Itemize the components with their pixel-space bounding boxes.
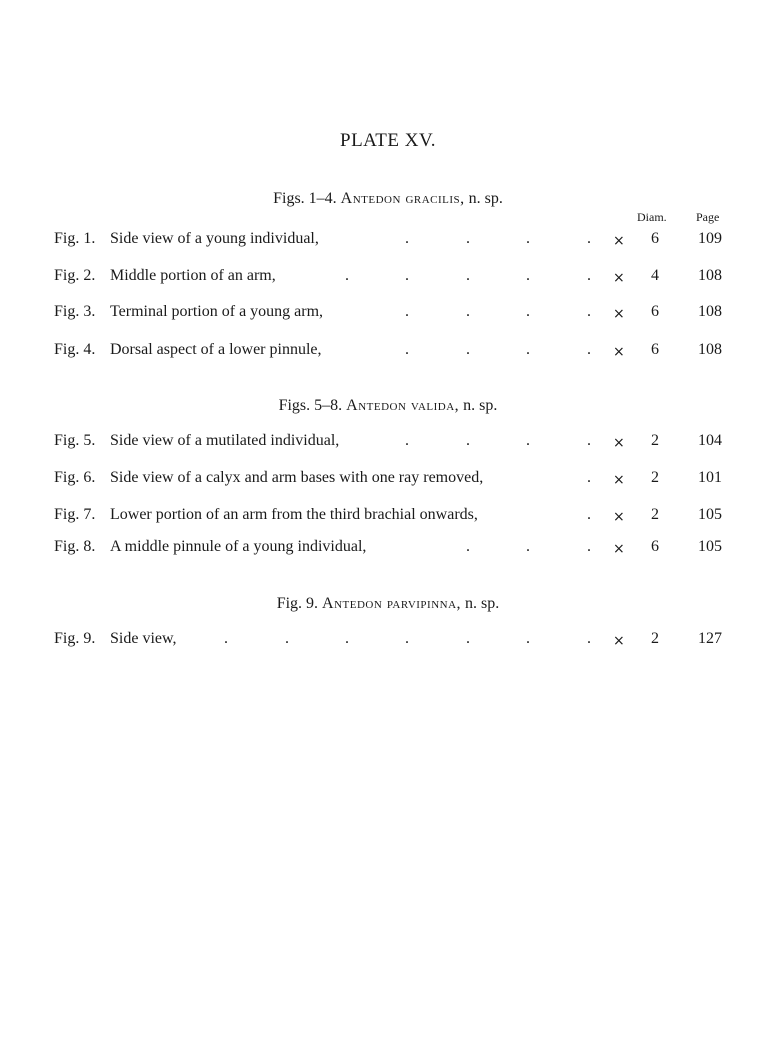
section-figs-label: Figs. 5–8.: [278, 397, 343, 414]
magnification-value: 2: [651, 469, 659, 486]
magnification-value: 2: [651, 432, 659, 449]
magnification-value: 6: [651, 303, 659, 320]
section-figs-label: Fig. 9.: [276, 595, 319, 612]
figure-description: Terminal portion of a young arm,: [110, 303, 324, 320]
table-row: Fig. 5. Side view of a mutilated individual, . . . . × 2 104: [0, 432, 776, 454]
figure-description: Side view of a mutilated individual,: [110, 432, 340, 449]
table-row: Fig. 7. Lower portion of an arm from the third brachial onwards, . × 2 105: [0, 506, 776, 528]
section-species-name: Antedon parvipinna,: [322, 595, 462, 612]
figure-description: Side view of a young individual,: [110, 230, 319, 247]
section-heading-gracilis: [0, 190, 776, 208]
plate-title: PLATE XV.: [340, 130, 436, 151]
magnification-sign: ×: [613, 344, 625, 360]
table-row: Fig. 3. Terminal portion of a young arm, . . . . × 6 108: [0, 303, 776, 325]
section-figs-label: Figs. 1–4.: [273, 190, 337, 207]
figure-description: Lower portion of an arm from the third brachial onwards,: [110, 506, 478, 523]
figure-number: Fig. 7.: [54, 506, 96, 523]
magnification-sign: ×: [613, 541, 625, 557]
magnification-sign: ×: [613, 472, 625, 488]
magnification-sign: ×: [613, 633, 625, 649]
magnification-value: 6: [651, 538, 659, 555]
page-reference: 105: [698, 506, 722, 523]
section-heading-parvipinna: [0, 595, 776, 613]
figure-number: Fig. 6.: [54, 469, 96, 486]
magnification-value: 2: [651, 630, 659, 647]
section-heading-valida: [0, 397, 776, 415]
page-reference: 109: [698, 230, 722, 247]
table-row: Fig. 2. Middle portion of an arm, . . . . . × 4 108: [0, 267, 776, 289]
magnification-value: 6: [651, 230, 659, 247]
magnification-value: 2: [651, 506, 659, 523]
table-row: Fig. 8. A middle pinnule of a young individual, . . . × 6 105: [0, 538, 776, 560]
page-reference: 108: [698, 341, 722, 358]
page-reference: 127: [698, 630, 722, 647]
magnification-value: 4: [651, 267, 659, 284]
figure-number: Fig. 4.: [54, 341, 96, 358]
table-row: Fig. 9. Side view, . . . . . . . × 2 127: [0, 630, 776, 652]
figure-description: A middle pinnule of a young individual,: [110, 538, 367, 555]
page-reference: 105: [698, 538, 722, 555]
section-new-species-label: n. sp.: [463, 397, 498, 414]
page-reference: 101: [698, 469, 722, 486]
magnification-sign: ×: [613, 270, 625, 286]
magnification-sign: ×: [613, 435, 625, 451]
magnification-value: 6: [651, 341, 659, 358]
magnification-sign: ×: [613, 233, 625, 249]
section-species-name: Antedon valida,: [346, 397, 460, 414]
page-reference: 108: [698, 303, 722, 320]
figure-number: Fig. 8.: [54, 538, 96, 555]
figure-description: Dorsal aspect of a lower pinnule,: [110, 341, 322, 358]
magnification-sign: ×: [613, 509, 625, 525]
table-row: Fig. 4. Dorsal aspect of a lower pinnule, . . . . × 6 108: [0, 341, 776, 363]
magnification-sign: ×: [613, 306, 625, 322]
figure-description: Side view of a calyx and arm bases with one ray removed,: [110, 469, 484, 486]
figure-number: Fig. 5.: [54, 432, 96, 449]
page-column-heading: Page: [696, 210, 720, 224]
figure-number: Fig. 1.: [54, 230, 96, 247]
section-new-species-label: n. sp.: [465, 595, 500, 612]
page-reference: 104: [698, 432, 722, 449]
page-reference: 108: [698, 267, 722, 284]
section-species-name: Antedon gracilis,: [340, 190, 465, 207]
table-row: Fig. 1. Side view of a young individual, . . . . × 6 109: [0, 230, 776, 252]
figure-number: Fig. 3.: [54, 303, 96, 320]
figure-description: Side view,: [110, 630, 177, 647]
diam-column-heading: Diam.: [637, 210, 667, 224]
figure-number: Fig. 9.: [54, 630, 96, 647]
figure-number: Fig. 2.: [54, 267, 96, 284]
figure-description: Middle portion of an arm,: [110, 267, 276, 284]
section-new-species-label: n. sp.: [468, 190, 503, 207]
table-row: Fig. 6. Side view of a calyx and arm bases with one ray removed, . × 2 101: [0, 469, 776, 491]
